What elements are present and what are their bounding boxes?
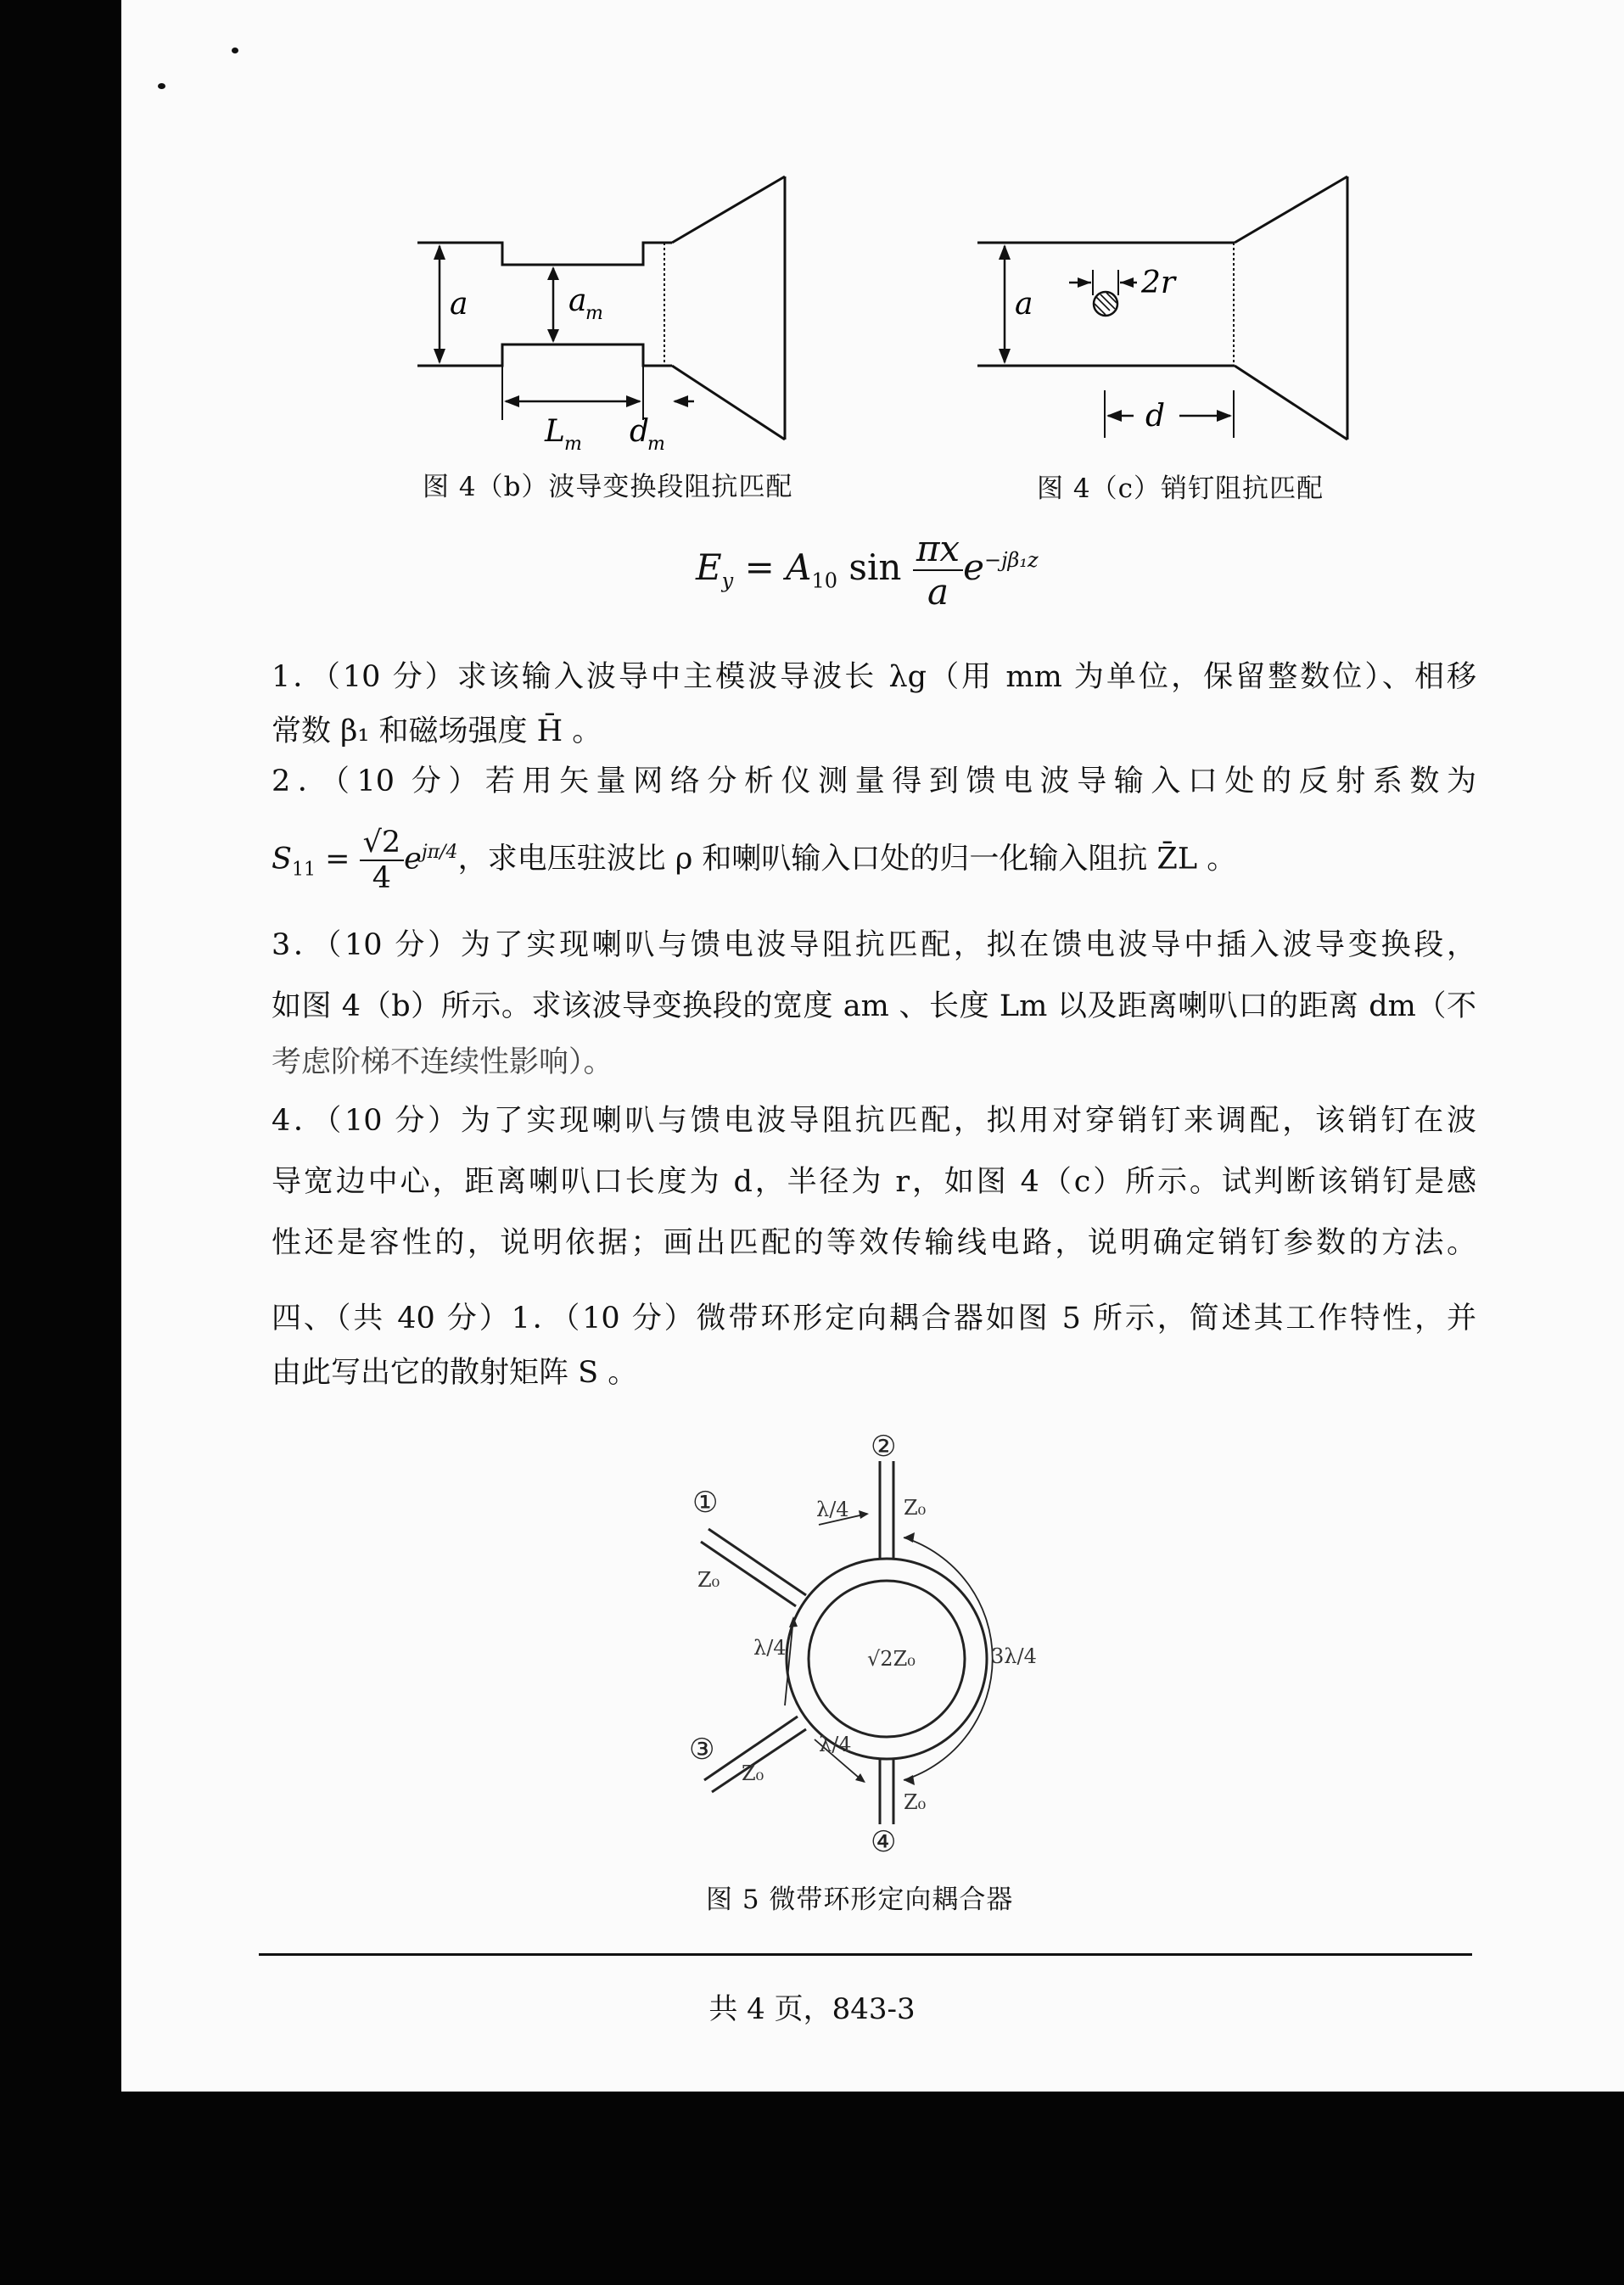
port-1-marker: ① bbox=[692, 1486, 719, 1520]
question-4-line-1: 4．（10 分）为了实现喇叭与馈电波导阻抗匹配，拟用对穿销钉来调配，该销钉在波 bbox=[272, 1104, 1476, 1138]
question-1 bbox=[272, 647, 1476, 762]
label-dm-sub: m bbox=[647, 434, 665, 450]
figure-5-ring-coupler bbox=[670, 1425, 1095, 1871]
scan-speck bbox=[158, 83, 165, 89]
question-4-line-3: 性还是容性的，说明依据；画出匹配的等效传输线电路，说明确定销钉参数的方法。 bbox=[272, 1226, 1476, 1260]
section-4-question-1 bbox=[272, 1288, 1476, 1403]
label-dm: d bbox=[630, 414, 650, 449]
label-a: a bbox=[1015, 287, 1033, 322]
lambda-quarter-bottom: λ/4 bbox=[819, 1733, 852, 1756]
page-footer: 共 4 页，843-3 bbox=[708, 1992, 916, 2026]
label-a: a bbox=[450, 287, 468, 322]
three-quarter-lambda: 3λ/4 bbox=[991, 1644, 1037, 1668]
question-3 bbox=[272, 915, 1476, 1093]
question-1-line-1: 1．（10 分）求该输入波导中主模波导波长 λg（用 mm 为单位，保留整数位）、相移 bbox=[272, 660, 1476, 694]
z0-port-2: Z₀ bbox=[904, 1496, 927, 1520]
port-2-marker: ② bbox=[871, 1430, 897, 1464]
section-4-line-1: 四、（共 40 分）1．（10 分）微带环形定向耦合器如图 5 所示，简述其工作特性，并 bbox=[272, 1302, 1476, 1336]
footer-rule bbox=[259, 1953, 1472, 1956]
question-2-line-1: 2．（10 分）若用矢量网络分析仪测量得到馈电波导输入口处的反射系数为 bbox=[272, 764, 1476, 798]
label-Lm-sub: m bbox=[564, 434, 582, 450]
figure-4c-caption: 图 4（c）销钉阻抗匹配 bbox=[1037, 473, 1324, 504]
lambda-quarter-top: λ/4 bbox=[816, 1498, 849, 1521]
question-2 bbox=[272, 751, 1476, 906]
label-Lm: L bbox=[545, 414, 565, 449]
z0-port-3: Z₀ bbox=[742, 1761, 764, 1785]
question-1-line-2: 常数 β₁ 和磁场强度 H̄ 。 bbox=[272, 714, 602, 748]
figure-4b-waveguide-transformer bbox=[407, 161, 798, 450]
port-3-marker: ③ bbox=[689, 1733, 715, 1767]
question-3-line-2: 如图 4（b）所示。求该波导变换段的宽度 am 、长度 Lm 以及距离喇叭口的距离 dm（不 bbox=[272, 989, 1476, 1023]
port-4-marker: ④ bbox=[871, 1825, 897, 1859]
figure-4b-caption: 图 4（b）波导变换段阻抗匹配 bbox=[423, 472, 793, 502]
question-3-line-3: 考虑阶梯不连续性影响）。 bbox=[272, 1045, 613, 1079]
scan-border-bottom bbox=[0, 2092, 1624, 2285]
ring-impedance: √2Z₀ bbox=[867, 1647, 916, 1671]
question-2-line-2: $S_{11}$ = $\frac{√2}{4}$ $e^{j\pi/4}$，求电压驻波比 ρ 和喇叭输入口处的归一化输入阻抗 Z̄L 。 bbox=[272, 826, 1237, 896]
scan-border-left bbox=[0, 0, 121, 2285]
z0-port-1: Z₀ bbox=[697, 1568, 720, 1592]
question-4-line-2: 导宽边中心，距离喇叭口长度为 d，半径为 r，如图 4（c）所示。试判断该销钉是感 bbox=[272, 1165, 1476, 1199]
lambda-quarter-left: λ/4 bbox=[753, 1636, 787, 1660]
figure-4c-post-matching bbox=[967, 161, 1358, 450]
label-am-sub: m bbox=[585, 303, 603, 324]
question-3-line-1: 3．（10 分）为了实现喇叭与馈电波导阻抗匹配，拟在馈电波导中插入波导变换段， bbox=[272, 928, 1476, 962]
label-am: a bbox=[568, 283, 587, 318]
scan-speck bbox=[232, 48, 238, 53]
figure-5-caption: 图 5 微带环形定向耦合器 bbox=[706, 1885, 1014, 1915]
z0-port-4: Z₀ bbox=[904, 1790, 927, 1814]
question-4 bbox=[272, 1090, 1476, 1274]
label-2r: 2r bbox=[1141, 266, 1176, 300]
field-formula: $E_y = A_{10}$ sin $\frac{\pi x}{a}$ $e^{-j\beta_1z}$ bbox=[696, 528, 1039, 613]
label-d: d bbox=[1145, 399, 1166, 434]
section-4-line-2: 由此写出它的散射矩阵 S 。 bbox=[272, 1356, 638, 1390]
